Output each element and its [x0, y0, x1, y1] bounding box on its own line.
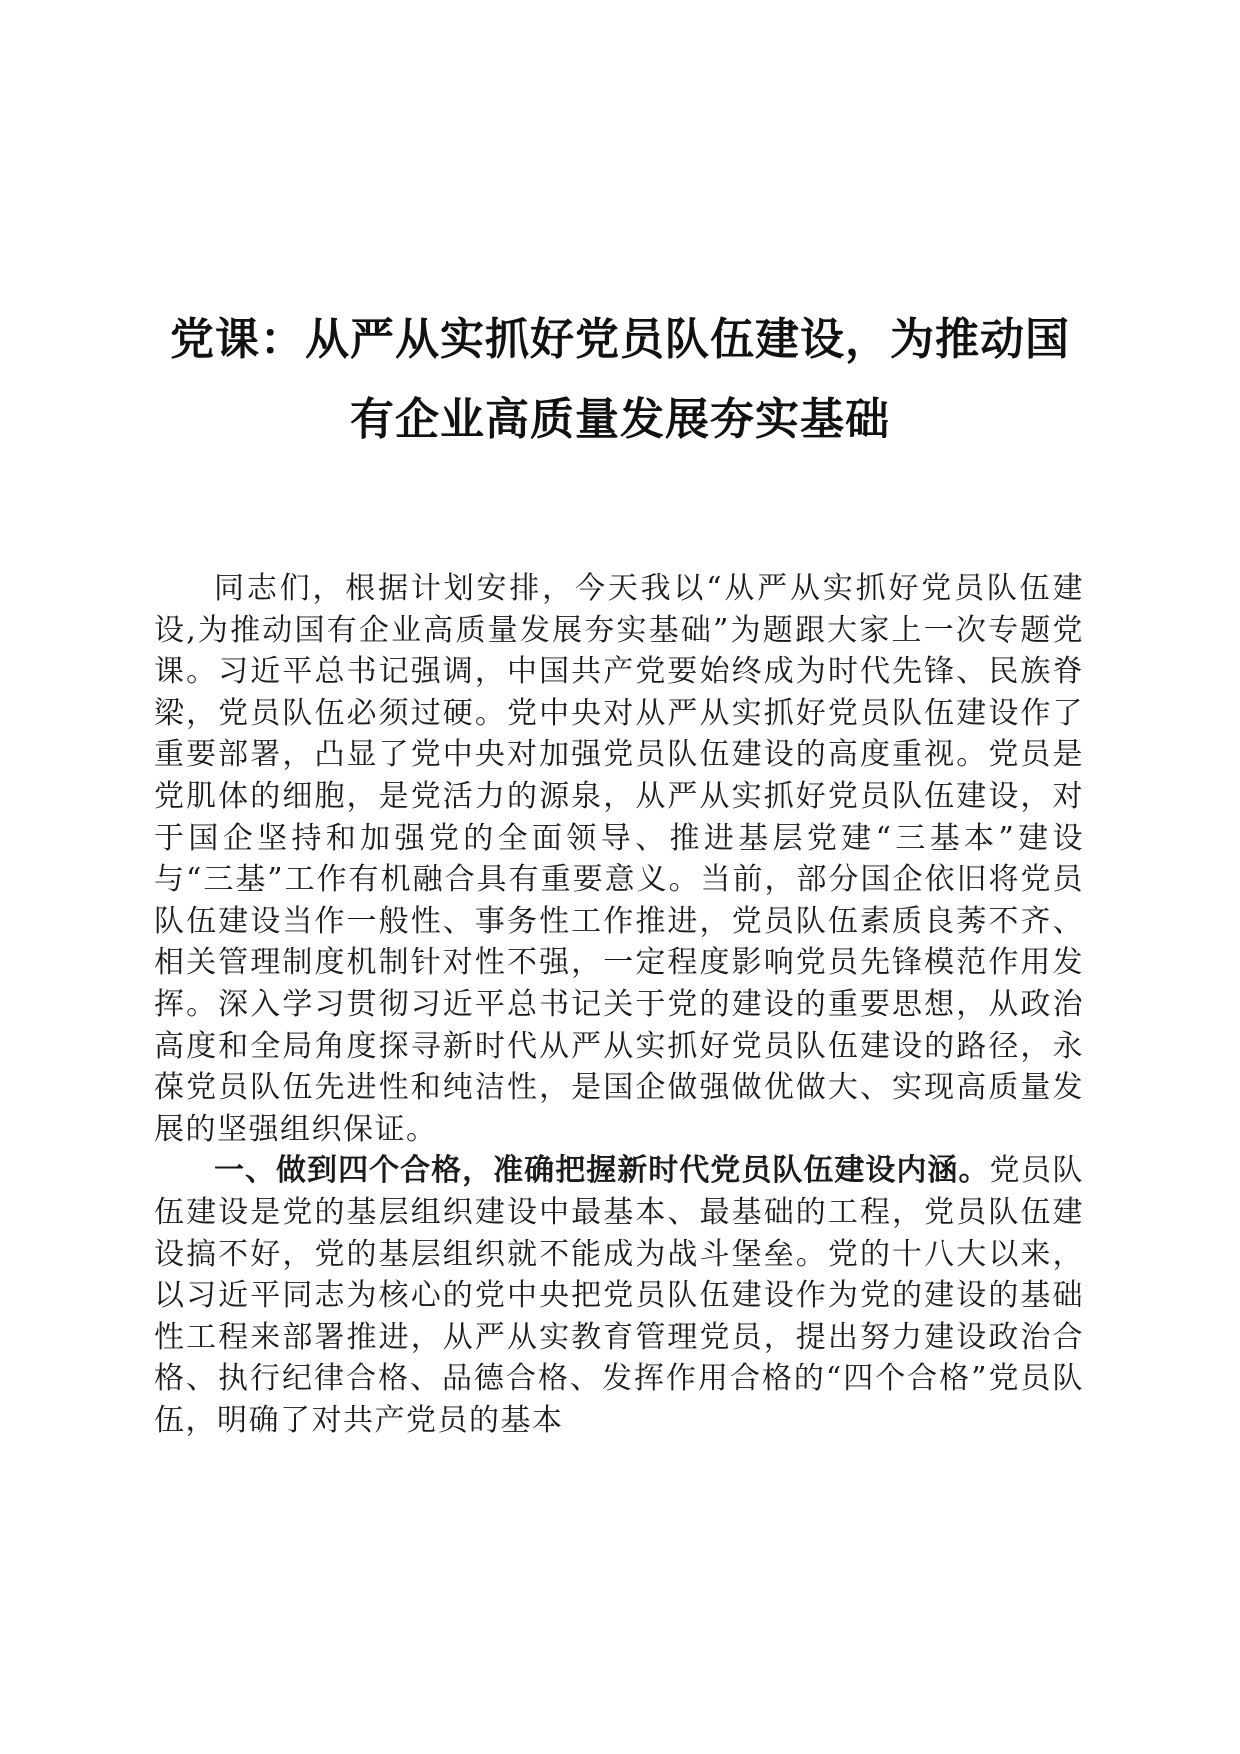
document-title: [140, 300, 1100, 460]
title-line-2: 有企业高质量发展夯实基础: [350, 394, 890, 445]
section-1-heading: 一、做到四个合格，准确把握新时代党员队伍建设内涵。: [214, 1153, 990, 1189]
section-1-text: 党员队伍建设是党的基层组织建设中最基本、最基础的工程，党员队伍建设搞不好，党的基层组织就不能成为战斗堡垒。党的十八大以来，以习近平同志为核心的党中央把党员队伍建设作为党的建设的基础性工程来部署推进，从严从实教育管理党员，提出努力建设政治合格、执行纪律合格、品德合格、发挥作用合格的“四个合格”党员队伍，明确了对共产党员的基本: [154, 1153, 1085, 1438]
document-body: [154, 568, 1084, 1441]
intro-paragraph: 同志们，根据计划安排，今天我以“从严从实抓好党员队伍建设,为推动国有企业高质量发展夯实基础”为题跟大家上一次专题党课。习近平总书记强调，中国共产党要始终成为时代先锋、民族脊梁，党员队伍必须过硬。党中央对从严从实抓好党员队伍建设作了重要部署，凸显了党中央对加强党员队伍建设的高度重视。党员是党肌体的细胞，是党活力的源泉，从严从实抓好党员队伍建设，对于国企坚持和加强党的全面领导、推进基层党建“三基本”建设与“三基”工作有机融合具有重要意义。当前，部分国企依旧将党员队伍建设当作一般性、事务性工作推进，党员队伍素质良莠不齐、相关管理制度机制针对性不强，一定程度影响党员先锋模范作用发挥。深入学习贯彻习近平总书记关于党的建设的重要思想，从政治高度和全局角度探寻新时代从严从实抓好党员队伍建设的路径，永葆党员队伍先进性和纯洁性，是国企做强做优做大、实现高质量发展的坚强组织保证。: [154, 571, 1084, 1147]
title-line-1: 党课：从严从实抓好党员队伍建设，为推动国: [170, 314, 1070, 365]
section-1-paragraph: [154, 1150, 1084, 1441]
